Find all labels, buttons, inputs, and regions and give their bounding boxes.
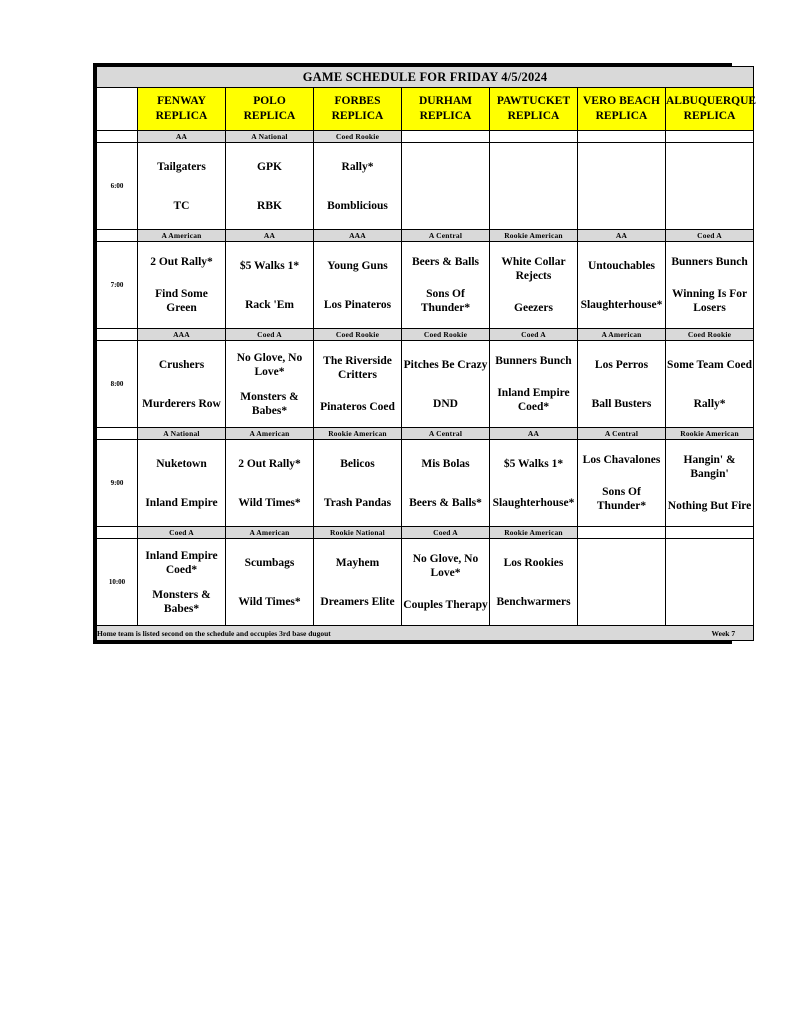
home-team: Dreamers Elite (320, 595, 395, 608)
away-team: White Collar Rejects (501, 256, 566, 282)
game-cell (138, 539, 226, 626)
division-label: A Central (402, 230, 490, 242)
division-label: Rookie American (490, 230, 578, 242)
away-team: Tailgaters (157, 160, 206, 173)
schedule-table-container (93, 63, 757, 644)
game-cell (402, 440, 490, 527)
game-cell-empty (666, 143, 754, 230)
field-header-durham (402, 88, 490, 131)
home-team: Geezers (514, 302, 553, 314)
division-row (97, 131, 754, 143)
away-team: Scumbags (244, 556, 295, 569)
away-team: Inland Empire Coed* (145, 549, 218, 576)
home-team: Pinateros Coed (320, 401, 395, 413)
away-team: $5 Walks 1* (239, 259, 300, 272)
game-cell (578, 341, 666, 428)
field-name: DURHAM (418, 95, 473, 107)
away-team: Los Chavalones (582, 454, 661, 466)
division-row-time-spacer (97, 527, 138, 539)
away-team: Hangin' & Bangin' (683, 454, 736, 480)
away-team: Pitches Be Crazy (403, 358, 488, 371)
home-team (666, 199, 753, 213)
division-label: Coed A (138, 527, 226, 539)
division-label: A American (226, 428, 314, 440)
away-team (578, 556, 665, 570)
game-cell (226, 143, 314, 230)
game-row (97, 242, 754, 329)
division-row (97, 230, 754, 242)
game-cell (666, 440, 754, 527)
division-label (490, 131, 578, 143)
game-cell-empty (402, 143, 490, 230)
game-cell (226, 440, 314, 527)
division-label: Coed A (490, 329, 578, 341)
field-subname: REPLICA (683, 110, 736, 122)
away-team (402, 160, 489, 174)
home-team: Inland Empire Coed* (497, 387, 570, 413)
division-label: AAA (314, 230, 402, 242)
away-team: 2 Out Rally* (238, 457, 301, 470)
division-label: Coed A (666, 230, 754, 242)
division-label: Rookie National (314, 527, 402, 539)
division-label (666, 527, 754, 539)
away-team: Mis Bolas (421, 457, 470, 470)
division-row-time-spacer (97, 428, 138, 440)
division-label: Coed Rookie (314, 329, 402, 341)
away-team: Belicos (340, 457, 375, 470)
field-name: POLO (253, 95, 286, 107)
home-team: Winning Is For Losers (671, 288, 748, 314)
division-label: Rookie American (490, 527, 578, 539)
division-row (97, 428, 754, 440)
away-team: GPK (257, 160, 282, 173)
field-subname: REPLICA (331, 110, 384, 122)
field-header-forbes (314, 88, 402, 131)
game-cell (138, 440, 226, 527)
game-cell (314, 539, 402, 626)
game-row (97, 539, 754, 626)
away-team: Some Team Coed (667, 358, 753, 371)
home-team (578, 595, 665, 609)
division-label: Coed A (226, 329, 314, 341)
home-team: Inland Empire (145, 496, 218, 509)
away-team (490, 160, 577, 174)
game-row (97, 143, 754, 230)
division-label: AAA (138, 329, 226, 341)
home-team: Find Some Green (155, 288, 208, 314)
field-subname: REPLICA (419, 110, 472, 122)
corner-cell (97, 88, 138, 131)
home-team (578, 199, 665, 213)
away-team: Los Perros (594, 358, 649, 371)
division-label: AA (138, 131, 226, 143)
home-team: Trash Pandas (323, 496, 392, 509)
home-team: Monsters & Babes* (152, 588, 211, 615)
field-subname: REPLICA (243, 110, 296, 122)
division-label (666, 131, 754, 143)
game-cell (578, 242, 666, 329)
home-team: Sons Of Thunder* (420, 288, 471, 314)
home-team: Nothing But Fire (667, 500, 752, 512)
away-team: Beers & Balls (411, 256, 480, 268)
title-row (97, 67, 754, 88)
time-label: 7:00 (97, 242, 138, 329)
division-label: A National (138, 428, 226, 440)
home-team (666, 595, 753, 609)
time-label: 6:00 (97, 143, 138, 230)
time-label: 8:00 (97, 341, 138, 428)
game-cell-empty (666, 539, 754, 626)
away-team: 2 Out Rally* (150, 256, 213, 268)
game-cell (138, 143, 226, 230)
home-team: Beers & Balls* (409, 496, 482, 509)
away-team (666, 556, 753, 570)
field-header-vero-beach (578, 88, 666, 131)
field-subname: REPLICA (595, 110, 648, 122)
game-cell (226, 242, 314, 329)
time-label: 9:00 (97, 440, 138, 527)
home-team: Benchwarmers (496, 595, 571, 608)
game-cell (666, 242, 754, 329)
game-cell (402, 341, 490, 428)
division-label: Coed Rookie (314, 131, 402, 143)
division-row (97, 527, 754, 539)
home-team: Rack 'Em (245, 298, 294, 311)
division-label (402, 131, 490, 143)
away-team: Untouchables (587, 259, 656, 272)
game-cell-empty (578, 539, 666, 626)
away-team: $5 Walks 1* (503, 457, 564, 470)
division-label: AA (226, 230, 314, 242)
home-team: Ball Busters (591, 397, 652, 410)
away-team: The Riverside Critters (323, 355, 392, 381)
home-team: Los Pinateros (323, 298, 392, 311)
away-team (578, 160, 665, 174)
away-team: Nuketown (156, 457, 207, 470)
division-label: A Central (578, 428, 666, 440)
game-cell (490, 440, 578, 527)
field-header-fenway (138, 88, 226, 131)
game-cell (314, 440, 402, 527)
field-name: ALBUQUERQUE (666, 95, 757, 107)
division-label: Rookie American (314, 428, 402, 440)
division-label (578, 131, 666, 143)
field-name: VERO BEACH (583, 95, 660, 107)
game-cell (314, 143, 402, 230)
game-cell (138, 242, 226, 329)
footer-row (97, 626, 754, 641)
division-label: Coed Rookie (402, 329, 490, 341)
game-cell (490, 242, 578, 329)
home-team: Slaughterhouse* (580, 298, 663, 311)
division-label (578, 527, 666, 539)
game-cell (226, 539, 314, 626)
division-label: AA (578, 230, 666, 242)
division-label: A American (578, 329, 666, 341)
division-label: Coed Rookie (666, 329, 754, 341)
home-team: DND (433, 397, 458, 410)
home-team: Murderers Row (142, 397, 221, 410)
division-row-time-spacer (97, 329, 138, 341)
home-team: Monsters & Babes* (240, 390, 299, 417)
game-cell (402, 539, 490, 626)
time-label: 10:00 (97, 539, 138, 626)
page-title: GAME SCHEDULE FOR FRIDAY 4/5/2024 (97, 67, 754, 88)
game-cell-empty (578, 143, 666, 230)
home-team: Wild Times* (238, 595, 301, 608)
division-row-time-spacer (97, 230, 138, 242)
game-cell (402, 242, 490, 329)
game-cell (666, 341, 754, 428)
home-team (490, 199, 577, 213)
game-cell (578, 440, 666, 527)
away-team: No Glove, No Love* (412, 553, 479, 579)
home-team: Slaughterhouse* (492, 496, 575, 509)
game-cell (490, 539, 578, 626)
game-cell-empty (490, 143, 578, 230)
division-row-time-spacer (97, 131, 138, 143)
home-team: Rally* (693, 397, 726, 410)
home-team: Bomblicious (327, 199, 388, 212)
home-team (402, 199, 489, 213)
game-cell (138, 341, 226, 428)
division-label: Rookie American (666, 428, 754, 440)
away-team: Mayhem (335, 556, 380, 569)
away-team: Rally* (341, 160, 374, 173)
footer-note: Home team is listed second on the schedule and occupies 3rd base dugout (97, 628, 331, 638)
away-team: No Glove, No Love* (236, 351, 303, 378)
footer-cell (97, 626, 754, 641)
field-subname: REPLICA (155, 110, 208, 122)
game-cell (314, 341, 402, 428)
game-cell (226, 341, 314, 428)
field-header-polo (226, 88, 314, 131)
division-label: A National (226, 131, 314, 143)
field-header-row (97, 88, 754, 131)
week-label: Week 7 (711, 628, 736, 638)
field-name: PAWTUCKET (496, 95, 571, 107)
home-team: RBK (257, 199, 282, 212)
division-label: A Central (402, 428, 490, 440)
home-team: Wild Times* (238, 496, 301, 509)
field-name: FORBES (334, 95, 381, 107)
game-row (97, 440, 754, 527)
away-team: Los Rookies (503, 556, 564, 569)
division-label: AA (490, 428, 578, 440)
away-team: Young Guns (327, 259, 388, 272)
field-subname: REPLICA (507, 110, 560, 122)
division-label: A American (226, 527, 314, 539)
game-schedule-table (96, 66, 757, 641)
away-team: Crushers (158, 358, 205, 371)
away-team: Bunners Bunch (671, 256, 748, 268)
game-row (97, 341, 754, 428)
away-team (666, 160, 753, 174)
home-team: Couples Therapy (403, 599, 488, 611)
division-label: A American (138, 230, 226, 242)
field-header-pawtucket (490, 88, 578, 131)
home-team: TC (173, 199, 190, 212)
division-label: Coed A (402, 527, 490, 539)
game-cell (314, 242, 402, 329)
field-name: FENWAY (157, 95, 206, 107)
game-cell (490, 341, 578, 428)
home-team: Sons Of Thunder* (596, 486, 647, 512)
field-header-albuquerque (666, 88, 757, 131)
away-team: Bunners Bunch (495, 355, 572, 367)
division-row (97, 329, 754, 341)
